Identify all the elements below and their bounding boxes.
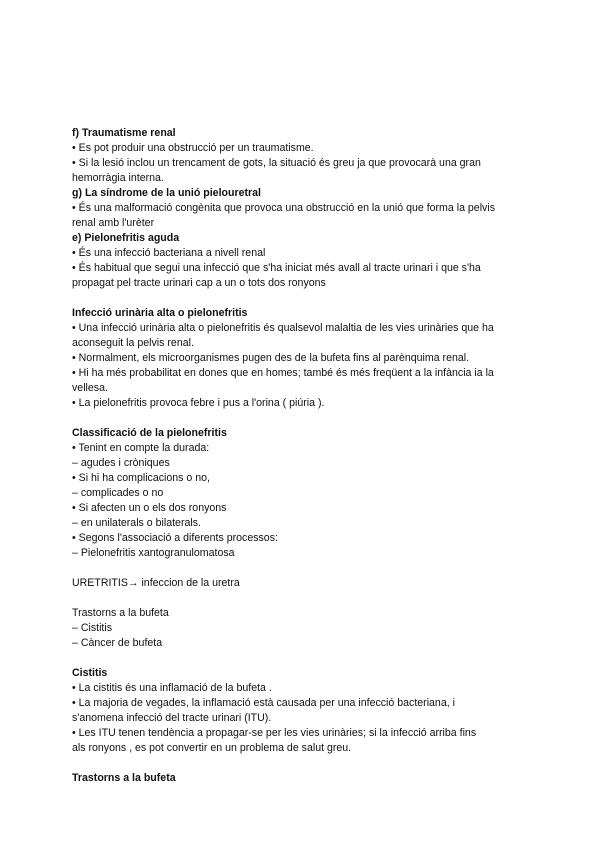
text-line: • Segons l'associació a diferents processos: (72, 532, 278, 544)
text-line: • Les ITU tenen tendència a propagar-se per les vies urinàries; si la infecció arriba fins (72, 727, 477, 739)
section-heading: f) Traumatisme renal (72, 127, 176, 139)
text-line: renal amb l'urèter (72, 217, 155, 229)
text-line: vellesa. (72, 382, 108, 394)
text-line: • És una malformació congènita que provoca una obstrucció en la unió que forma la pelvis (72, 202, 495, 214)
text-line: • Normalment, els microorganismes pugen des de la bufeta fins al parènquima renal. (72, 352, 470, 364)
section-heading: g) La síndrome de la unió pielouretral (72, 187, 261, 199)
text-line: • Es pot produir una obstrucció per un traumatisme. (72, 142, 314, 154)
text-line: • La majoria de vegades, la inflamació està causada per una infecció bacteriana, i (72, 697, 455, 709)
document-page (72, 126, 532, 786)
text-line: – Pielonefritis xantogranulomatosa (72, 547, 235, 559)
text-line: • La pielonefritis provoca febre i pus a l'orina ( piúria ). (72, 397, 325, 409)
paragraph-gap (72, 291, 532, 306)
text-line: • Si afecten un o els dos ronyons (72, 502, 227, 514)
section-heading: Infecció urinària alta o pielonefritis (72, 307, 248, 319)
section-heading: Trastorns a la bufeta (72, 772, 176, 784)
paragraph-gap (72, 651, 532, 666)
text-line: als ronyons , es pot convertir en un problema de salut greu. (72, 742, 352, 754)
text-line: – complicades o no (72, 487, 164, 499)
text-line: – agudes i cròniques (72, 457, 170, 469)
paragraph-gap (72, 561, 532, 576)
paragraph-gap (72, 411, 532, 426)
text-line: propagat pel tracte urinari cap a un o tots dos ronyons (72, 277, 326, 289)
section-heading: e) Pielonefritis aguda (72, 232, 180, 244)
section-heading: Cistitis (72, 667, 108, 679)
paragraph-gap (72, 591, 532, 606)
text-line: hemorràgia interna. (72, 172, 164, 184)
text-line: • Una infecció urinària alta o pielonefritis és qualsevol malaltia de les vies urinàries que ha (72, 322, 494, 334)
text-line: • Tenint en compte la durada: (72, 442, 210, 454)
text-line: – en unilaterals o bilaterals. (72, 517, 201, 529)
section-heading: Classificació de la pielonefritis (72, 427, 227, 439)
text-line: • És una infecció bacteriana a nivell renal (72, 247, 266, 259)
text-line: – Càncer de bufeta (72, 637, 163, 649)
text-line: • La cistitis és una inflamació de la bufeta . (72, 682, 272, 694)
text-line: Trastorns a la bufeta (72, 607, 169, 619)
text-line: URETRITIS→ infeccion de la uretra (72, 577, 240, 589)
text-line: – Cistitis (72, 622, 113, 634)
text-line: • Si la lesió inclou un trencament de gots, la situació és greu ja que provocarà una gran (72, 157, 481, 169)
text-line: aconseguit la pelvis renal. (72, 337, 194, 349)
text-line: • Hi ha més probabilitat en dones que en homes; també és més freqüent a la infància ia la (72, 367, 494, 379)
paragraph-gap (72, 756, 532, 771)
text-line: • Si hi ha complicacions o no, (72, 472, 210, 484)
text-line: s'anomena infecció del tracte urinari (ITU). (72, 712, 272, 724)
text-line: • És habitual que segui una infecció que s'ha iniciat més avall al tracte urinari i que s'ha (72, 262, 481, 274)
